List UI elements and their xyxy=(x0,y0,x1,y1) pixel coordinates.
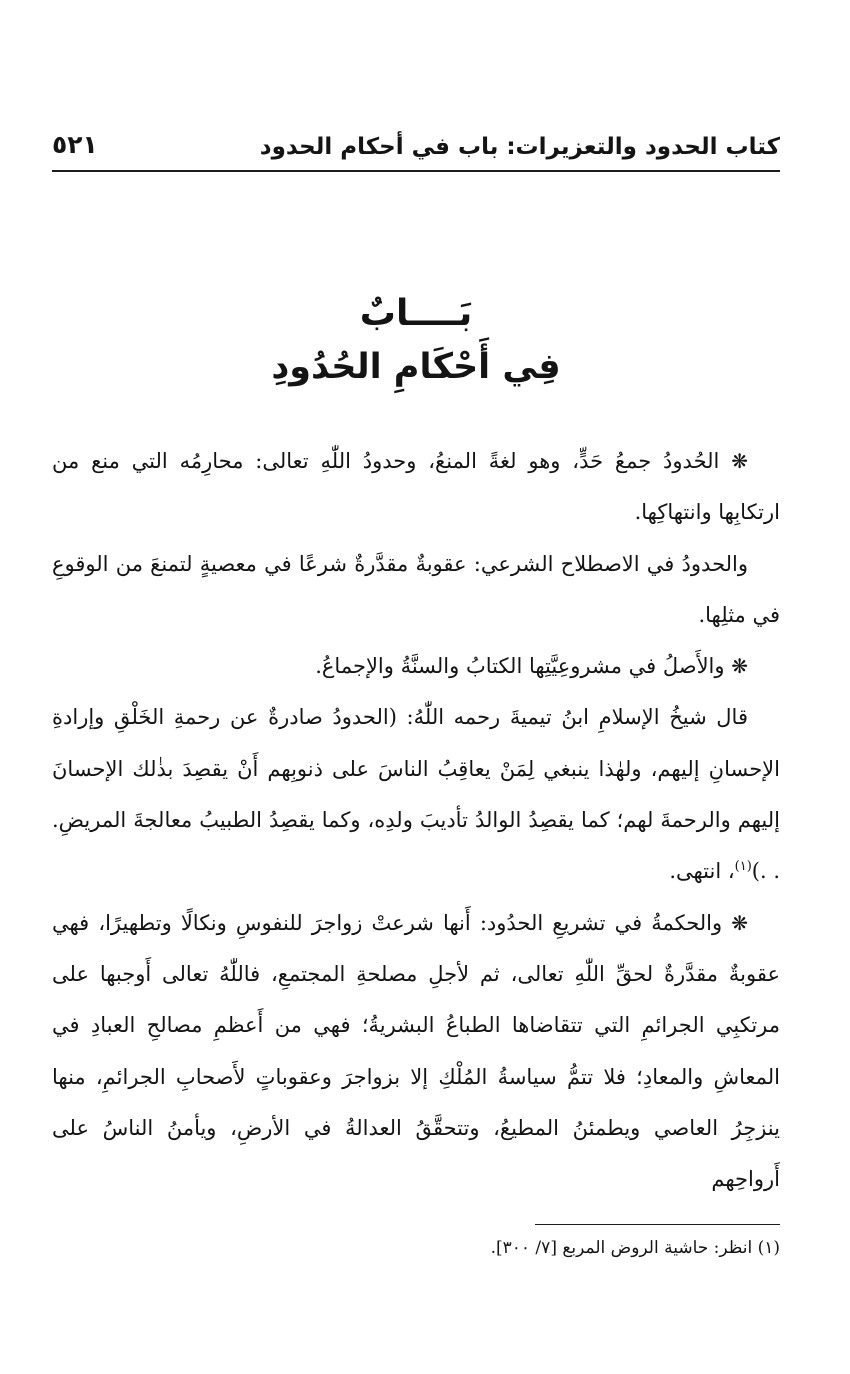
page-number: ٥٢١ xyxy=(52,130,98,159)
running-header xyxy=(52,128,780,168)
chapter-label: بَــــابٌ xyxy=(359,293,473,334)
paragraph-wisdom xyxy=(52,898,780,1206)
paragraph-text: والحدودُ في الاصطلاح الشرعي: عقوبةٌ مقدَّرةٌ شرعًا في معصيةٍ لتمنعَ من الوقوعِ في مثلِها. xyxy=(52,551,780,627)
paragraph-legitimacy xyxy=(52,641,780,692)
chapter-title: فِي أَحْكَامِ الحُدُودِ xyxy=(271,347,561,387)
footnote: (١) انظر: حاشية الروض المربع [٧/ ٣٠٠]. xyxy=(490,1238,780,1258)
running-title: كتاب الحدود والتعزيرات: باب في أحكام الحدود xyxy=(259,134,780,160)
paragraph-marker-icon: ❋ xyxy=(731,449,748,473)
paragraph-text-tail: ، انتهى. xyxy=(669,859,735,884)
paragraph-definition-sharia xyxy=(52,539,780,642)
body-text xyxy=(52,436,780,1205)
paragraph-text: والأَصلُ في مشروعِيَّتِها الكتابُ والسنَّةُ والإجماعُ. xyxy=(315,654,725,679)
paragraph-text: قال شيخُ الإسلامِ ابنُ تيميةَ رحمه اللّٰهُ: (الحدودُ صادرةٌ عن رحمةِ الخَلْقِ وإرادةِ الإحسانِ إليهم، ولهٰذا ينبغي لِمَنْ يعاقِبُ الناسَ على ذنوبِهم أَنْ يقصِدَ بذٰلك الإحسانَ إليهم والرحمةَ لهم؛ كما يقصِدُ الوالدُ تأديبَ ولدِه، وكما يقصِدُ الطبيبُ معالجةَ المريضِ. . .) xyxy=(52,705,780,884)
paragraph-text: والحكمةُ في تشريعِ الحدُود: أَنها شرعتْ زواجرَ للنفوسِ ونكالًا وتطهيرًا، فهي عقوبةٌ مقدَّرةٌ لحقِّ اللّٰهِ تعالى، ثم لأجلِ مصلحةِ المجتمعِ، فاللّٰهُ تعالى أَوجبها على مرتكبِي الجرائمِ التي تتقاضاها الطباعُ البشريةُ؛ فهي من أَعظمِ مصالحِ العبادِ في المعاشِ والمعادِ؛ فلا تتمُّ سياسةُ المُلْكِ إلا بزواجرَ وعقوباتٍ لأَصحابِ الجرائمِ، منها ينزجِرُ العاصي ويطمئنُ المطيعُ، وتتحقَّقُ العدالةُ في الأرضِ، ويأمنُ الناسُ على أَرواحِهم xyxy=(52,910,780,1192)
header-divider xyxy=(52,170,780,172)
paragraph-marker-icon: ❋ xyxy=(731,654,748,679)
paragraph-marker-icon: ❋ xyxy=(731,910,748,935)
paragraph-definition-language xyxy=(52,436,780,539)
paragraph-text: الحُدودُ جمعُ حَدٍّ، وهو لغةً المنعُ، وحدودُ اللّٰهِ تعالى: محارِمُه التي منع من ارتكابِها وانتهاكِها. xyxy=(52,449,780,525)
chapter-heading xyxy=(52,288,780,394)
footnote-reference: (١) xyxy=(734,859,752,875)
footnote-divider xyxy=(535,1224,780,1225)
paragraph-ibn-taymiyyah-quote xyxy=(52,692,780,897)
